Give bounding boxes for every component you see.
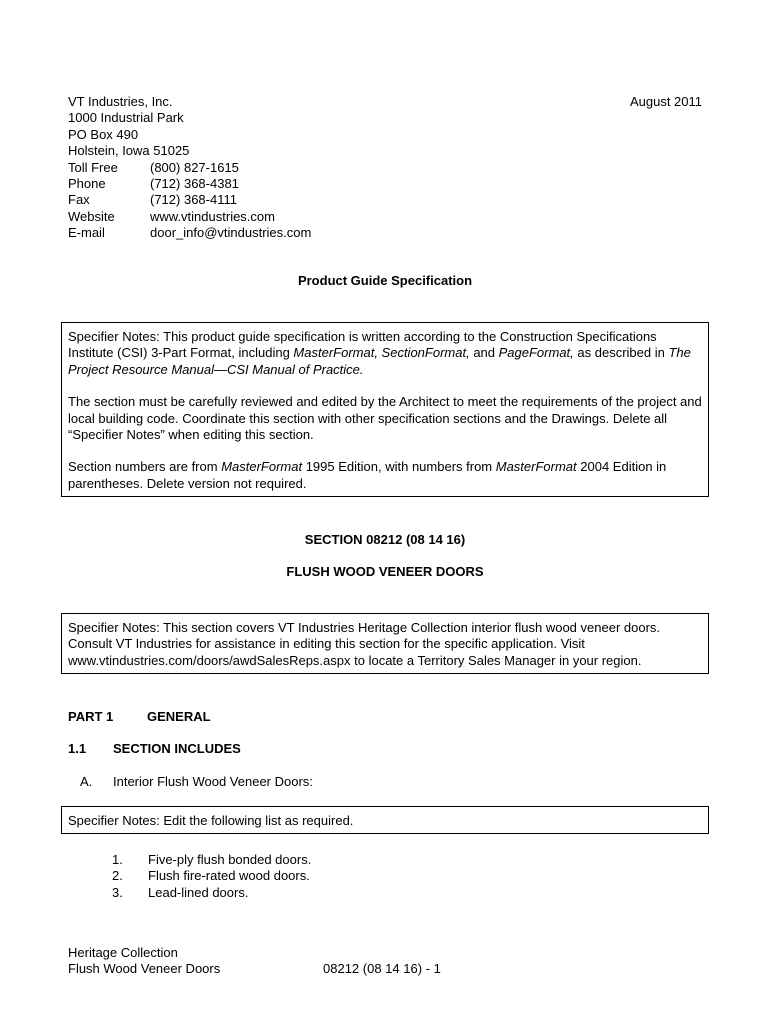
note-paragraph: Specifier Notes: This product guide specification is written according to the Construction Specifications Institute (CSI) 3-Part Format, including MasterFormat, SectionFormat, and PageFormat, as described in The Project Resource Manual—CSI Manual of Practice. [68, 329, 691, 377]
list-number: 2. [112, 868, 123, 884]
contact-block [68, 94, 311, 242]
specifier-note-intro [61, 322, 709, 497]
footer-product: Flush Wood Veneer Doors [68, 961, 221, 977]
document-title: Product Guide Specification [297, 273, 473, 288]
part-title: GENERAL [147, 709, 211, 724]
contact-row-website [68, 209, 311, 225]
contact-label: Fax [68, 192, 90, 208]
note-paragraph: Specifier Notes: This section covers VT Industries Heritage Collection interior flush wood veneer doors. Consult VT Industries for assistance in editing this section for the specific application. Visit www.vtindustries.com/doors/awdSalesReps.aspx to locate a Territory Sales Manager in your region. [68, 620, 661, 668]
list-number: 1. [112, 852, 123, 867]
contact-label: Toll Free [68, 159, 118, 175]
footer-page-number: 08212 (08 14 16) - 1 [323, 961, 441, 976]
note-paragraph: Specifier Notes: Edit the following list as required. [68, 813, 354, 828]
note-paragraph: The section must be carefully reviewed and edited by the Architect to meet the requirements of the project and local building code. Coordinate this section with other specification sections and the Drawings. Delete all “Specifier Notes” when editing this section. [68, 394, 702, 443]
contact-label: Phone [68, 176, 106, 192]
document-date: August 2011 [629, 94, 702, 109]
list-item [112, 852, 311, 868]
list-text: Flush fire-rated wood doors. [148, 868, 310, 884]
page-footer [68, 945, 220, 978]
contact-label: E-mail [68, 225, 105, 241]
contact-row-email [68, 225, 311, 241]
email-link[interactable]: door_info@vtindustries.com [150, 225, 312, 241]
address-line-3: Holstein, Iowa 51025 [68, 143, 190, 159]
section-number: SECTION 08212 (08 14 16) [304, 532, 466, 547]
list-text: Five-ply flush bonded doors. [148, 852, 312, 867]
list-text: Lead-lined doors. [148, 884, 249, 900]
list-item [112, 885, 311, 901]
contact-row-fax [68, 192, 311, 208]
list-number: 3. [112, 884, 123, 900]
footer-collection: Heritage Collection [68, 945, 178, 960]
article-title: SECTION INCLUDES [113, 741, 241, 756]
paragraph-text: Interior Flush Wood Veneer Doors: [113, 774, 313, 789]
address-line-1: 1000 Industrial Park [68, 110, 184, 126]
contact-row-phone [68, 176, 311, 192]
contact-label: Website [68, 208, 115, 224]
contact-value: (712) 368-4381 [150, 176, 239, 192]
address-line-2: PO Box 490 [68, 126, 139, 142]
contact-value: (712) 368-4111 [150, 192, 237, 208]
part-label: PART 1 [68, 709, 114, 724]
specifier-note-list [61, 806, 709, 834]
contact-row-tollfree [68, 160, 311, 176]
article-number: 1.1 [68, 741, 87, 756]
door-type-list [112, 852, 311, 901]
contact-value: (800) 827-1615 [150, 159, 239, 175]
section-title: FLUSH WOOD VENEER DOORS [286, 564, 484, 579]
list-item [112, 868, 311, 884]
company-name: VT Industries, Inc. [68, 94, 173, 109]
specifier-note-section [61, 613, 709, 674]
note-paragraph: Section numbers are from MasterFormat 1995 Edition, with numbers from MasterFormat 2004 Edition in parentheses. Delete version not required. [68, 459, 667, 491]
website-link[interactable]: www.vtindustries.com [150, 208, 275, 224]
paragraph-letter: A. [80, 774, 93, 789]
